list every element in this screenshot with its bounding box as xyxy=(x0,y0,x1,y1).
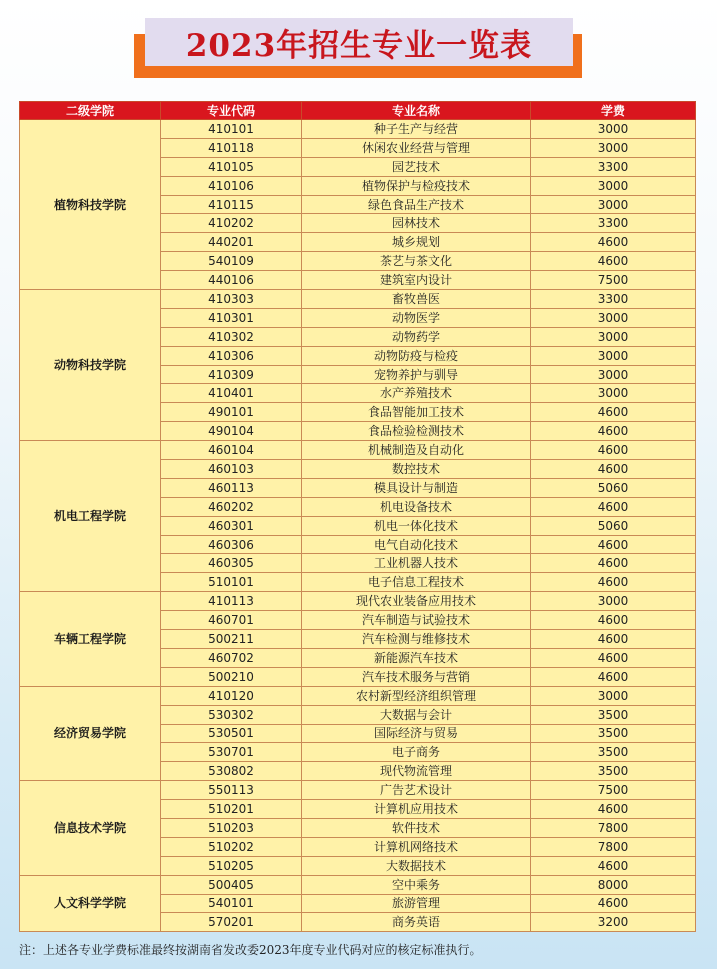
header-major-name: 专业名称 xyxy=(302,102,531,120)
major-name-cell: 茶艺与茶文化 xyxy=(302,252,531,271)
tuition-cell: 3300 xyxy=(531,214,696,233)
tuition-cell: 4600 xyxy=(531,894,696,913)
major-name-cell: 汽车检测与维修技术 xyxy=(302,630,531,649)
major-name-cell: 软件技术 xyxy=(302,818,531,837)
tuition-cell: 7500 xyxy=(531,271,696,290)
major-name-cell: 食品智能加工技术 xyxy=(302,403,531,422)
major-name-cell: 动物防疫与检疫 xyxy=(302,346,531,365)
major-name-cell: 机械制造及自动化 xyxy=(302,441,531,460)
tuition-cell: 4600 xyxy=(531,460,696,479)
major-code-cell: 440201 xyxy=(161,233,302,252)
major-name-cell: 水产养殖技术 xyxy=(302,384,531,403)
tuition-cell: 3000 xyxy=(531,346,696,365)
major-code-cell: 410306 xyxy=(161,346,302,365)
major-code-cell: 410202 xyxy=(161,214,302,233)
major-code-cell: 410105 xyxy=(161,157,302,176)
college-name-cell: 信息技术学院 xyxy=(20,781,161,875)
major-code-cell: 510205 xyxy=(161,856,302,875)
major-code-cell: 460104 xyxy=(161,441,302,460)
major-name-cell: 宠物养护与驯导 xyxy=(302,365,531,384)
tuition-cell: 4600 xyxy=(531,554,696,573)
major-name-cell: 植物保护与检疫技术 xyxy=(302,176,531,195)
tuition-cell: 4600 xyxy=(531,648,696,667)
major-name-cell: 汽车技术服务与营销 xyxy=(302,667,531,686)
major-code-cell: 500211 xyxy=(161,630,302,649)
major-code-cell: 440106 xyxy=(161,271,302,290)
tuition-cell: 7800 xyxy=(531,818,696,837)
major-name-cell: 现代物流管理 xyxy=(302,762,531,781)
major-name-cell: 电气自动化技术 xyxy=(302,535,531,554)
college-name-cell: 车辆工程学院 xyxy=(20,592,161,686)
tuition-cell: 3300 xyxy=(531,290,696,309)
major-code-cell: 410115 xyxy=(161,195,302,214)
table-row xyxy=(20,120,696,139)
major-name-cell: 畜牧兽医 xyxy=(302,290,531,309)
tuition-cell: 4600 xyxy=(531,667,696,686)
table-body xyxy=(20,120,696,932)
tuition-cell: 3500 xyxy=(531,743,696,762)
major-name-cell: 数控技术 xyxy=(302,460,531,479)
tuition-cell: 3000 xyxy=(531,138,696,157)
major-code-cell: 460113 xyxy=(161,478,302,497)
tuition-cell: 3000 xyxy=(531,120,696,139)
major-code-cell: 500210 xyxy=(161,667,302,686)
major-name-cell: 计算机应用技术 xyxy=(302,800,531,819)
major-code-cell: 510203 xyxy=(161,818,302,837)
tuition-cell: 4600 xyxy=(531,611,696,630)
tuition-cell: 4600 xyxy=(531,403,696,422)
college-name-cell: 植物科技学院 xyxy=(20,120,161,290)
title-banner xyxy=(134,16,584,78)
major-name-cell: 食品检验检测技术 xyxy=(302,422,531,441)
major-code-cell: 460305 xyxy=(161,554,302,573)
tuition-cell: 4600 xyxy=(531,630,696,649)
major-name-cell: 商务英语 xyxy=(302,913,531,932)
majors-table xyxy=(19,101,696,932)
tuition-cell: 4600 xyxy=(531,856,696,875)
major-name-cell: 种子生产与经营 xyxy=(302,120,531,139)
tuition-cell: 4600 xyxy=(531,497,696,516)
major-code-cell: 410106 xyxy=(161,176,302,195)
tuition-cell: 4600 xyxy=(531,233,696,252)
tuition-cell: 3300 xyxy=(531,157,696,176)
major-name-cell: 休闲农业经营与管理 xyxy=(302,138,531,157)
header-major-code: 专业代码 xyxy=(161,102,302,120)
table-row xyxy=(20,781,696,800)
major-code-cell: 490104 xyxy=(161,422,302,441)
major-code-cell: 460301 xyxy=(161,516,302,535)
major-code-cell: 460202 xyxy=(161,497,302,516)
major-name-cell: 电子信息工程技术 xyxy=(302,573,531,592)
major-code-cell: 510201 xyxy=(161,800,302,819)
tuition-cell: 3500 xyxy=(531,724,696,743)
major-name-cell: 模具设计与制造 xyxy=(302,478,531,497)
major-name-cell: 城乡规划 xyxy=(302,233,531,252)
major-name-cell: 大数据技术 xyxy=(302,856,531,875)
tuition-cell: 3000 xyxy=(531,592,696,611)
tuition-cell: 3500 xyxy=(531,705,696,724)
tuition-cell: 4600 xyxy=(531,441,696,460)
major-code-cell: 540101 xyxy=(161,894,302,913)
major-name-cell: 机电一体化技术 xyxy=(302,516,531,535)
tuition-cell: 3500 xyxy=(531,762,696,781)
major-name-cell: 现代农业装备应用技术 xyxy=(302,592,531,611)
major-name-cell: 电子商务 xyxy=(302,743,531,762)
footnote: 注：上述各专业学费标准最终按湖南省发改委2023年度专业代码对应的核定标准执行。 xyxy=(19,943,482,957)
major-code-cell: 460702 xyxy=(161,648,302,667)
major-name-cell: 绿色食品生产技术 xyxy=(302,195,531,214)
college-name-cell: 经济贸易学院 xyxy=(20,686,161,780)
tuition-cell: 7500 xyxy=(531,781,696,800)
table-row xyxy=(20,875,696,894)
tuition-cell: 5060 xyxy=(531,516,696,535)
major-code-cell: 570201 xyxy=(161,913,302,932)
tuition-cell: 4600 xyxy=(531,573,696,592)
major-code-cell: 410303 xyxy=(161,290,302,309)
table-row xyxy=(20,441,696,460)
major-name-cell: 建筑室内设计 xyxy=(302,271,531,290)
tuition-cell: 3000 xyxy=(531,365,696,384)
major-name-cell: 大数据与会计 xyxy=(302,705,531,724)
header-college: 二级学院 xyxy=(20,102,161,120)
major-name-cell: 空中乘务 xyxy=(302,875,531,894)
tuition-cell: 3000 xyxy=(531,195,696,214)
major-name-cell: 国际经济与贸易 xyxy=(302,724,531,743)
major-code-cell: 460103 xyxy=(161,460,302,479)
tuition-cell: 8000 xyxy=(531,875,696,894)
major-code-cell: 510101 xyxy=(161,573,302,592)
major-code-cell: 500405 xyxy=(161,875,302,894)
major-code-cell: 410120 xyxy=(161,686,302,705)
major-name-cell: 工业机器人技术 xyxy=(302,554,531,573)
table-row xyxy=(20,592,696,611)
major-code-cell: 410302 xyxy=(161,327,302,346)
major-code-cell: 550113 xyxy=(161,781,302,800)
tuition-cell: 3000 xyxy=(531,308,696,327)
major-name-cell: 园林技术 xyxy=(302,214,531,233)
major-code-cell: 410113 xyxy=(161,592,302,611)
major-name-cell: 园艺技术 xyxy=(302,157,531,176)
major-name-cell: 旅游管理 xyxy=(302,894,531,913)
table-row xyxy=(20,290,696,309)
major-code-cell: 530701 xyxy=(161,743,302,762)
tuition-cell: 7800 xyxy=(531,837,696,856)
tuition-cell: 4600 xyxy=(531,422,696,441)
major-code-cell: 410118 xyxy=(161,138,302,157)
major-name-cell: 机电设备技术 xyxy=(302,497,531,516)
college-name-cell: 机电工程学院 xyxy=(20,441,161,592)
major-code-cell: 530302 xyxy=(161,705,302,724)
major-code-cell: 530802 xyxy=(161,762,302,781)
major-name-cell: 计算机网络技术 xyxy=(302,837,531,856)
tuition-cell: 4600 xyxy=(531,800,696,819)
header-tuition: 学费 xyxy=(531,102,696,120)
tuition-cell: 3000 xyxy=(531,384,696,403)
major-code-cell: 410309 xyxy=(161,365,302,384)
major-name-cell: 农村新型经济组织管理 xyxy=(302,686,531,705)
major-code-cell: 540109 xyxy=(161,252,302,271)
table-header-row xyxy=(20,102,696,120)
major-code-cell: 490101 xyxy=(161,403,302,422)
tuition-cell: 5060 xyxy=(531,478,696,497)
major-name-cell: 汽车制造与试验技术 xyxy=(302,611,531,630)
title-banner-box xyxy=(145,18,573,66)
major-code-cell: 410401 xyxy=(161,384,302,403)
major-code-cell: 410301 xyxy=(161,308,302,327)
college-name-cell: 动物科技学院 xyxy=(20,290,161,441)
tuition-cell: 3000 xyxy=(531,176,696,195)
tuition-cell: 3000 xyxy=(531,686,696,705)
major-name-cell: 动物药学 xyxy=(302,327,531,346)
major-code-cell: 460701 xyxy=(161,611,302,630)
major-name-cell: 广告艺术设计 xyxy=(302,781,531,800)
major-code-cell: 510202 xyxy=(161,837,302,856)
tuition-cell: 3200 xyxy=(531,913,696,932)
major-code-cell: 460306 xyxy=(161,535,302,554)
major-code-cell: 530501 xyxy=(161,724,302,743)
college-name-cell: 人文科学学院 xyxy=(20,875,161,932)
tuition-cell: 4600 xyxy=(531,252,696,271)
major-name-cell: 新能源汽车技术 xyxy=(302,648,531,667)
tuition-cell: 4600 xyxy=(531,535,696,554)
major-code-cell: 410101 xyxy=(161,120,302,139)
major-name-cell: 动物医学 xyxy=(302,308,531,327)
tuition-cell: 3000 xyxy=(531,327,696,346)
page-title: 2023年招生专业一览表 xyxy=(185,27,533,64)
table-row xyxy=(20,686,696,705)
